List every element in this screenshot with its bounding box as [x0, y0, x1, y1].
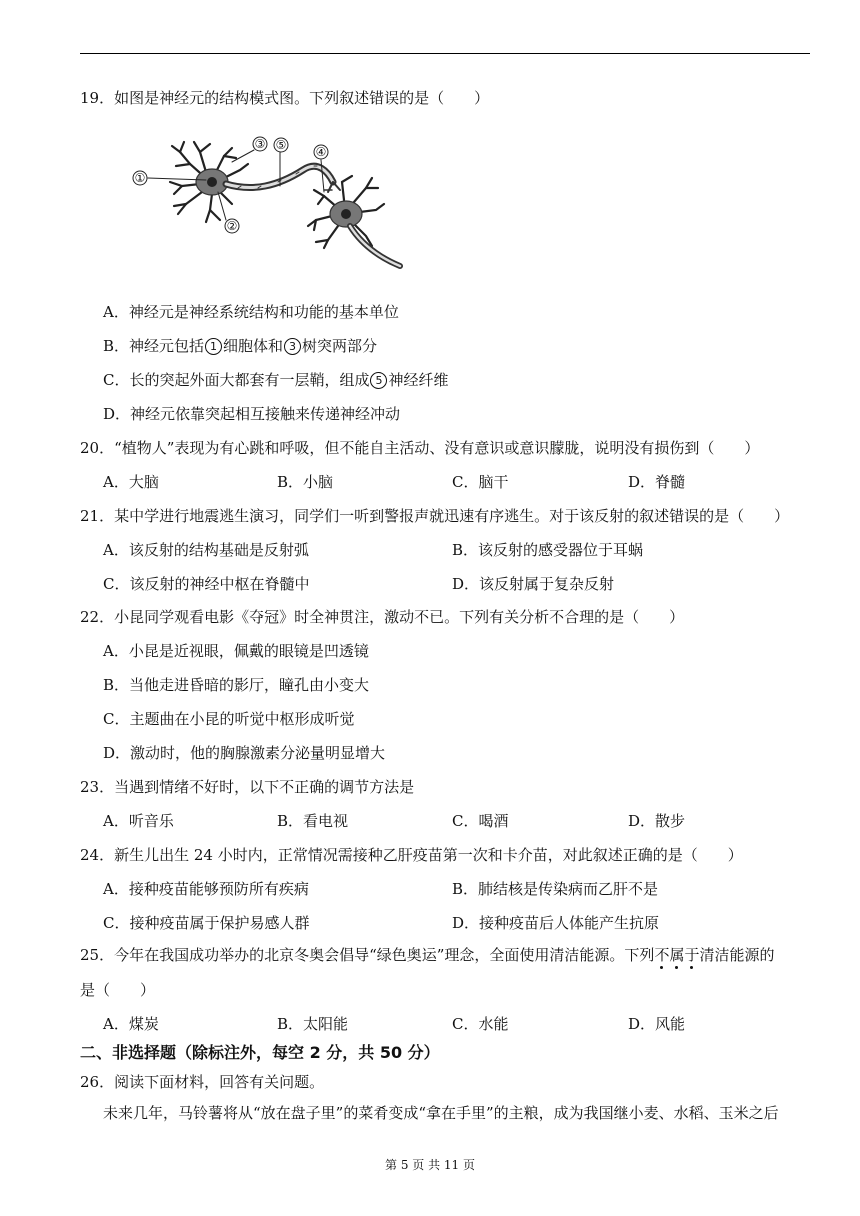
q23-option-c: C．喝酒	[452, 812, 509, 830]
question-24-stem: 24．新生儿出生 24 小时内，正常情况需接种乙肝疫苗第一次和卡介苗，对此叙述正确的是（ ）	[80, 846, 743, 864]
q19-option-b: B．神经元包括 1 细胞体和 3 树突两部分	[103, 337, 378, 355]
figure-label-2: ②	[226, 219, 238, 233]
question-26-paragraph: 未来几年，马铃薯将从“放在盘子里”的菜肴变成“拿在手里”的主粮，成为我国继小麦、水稻、玉米之后	[103, 1104, 779, 1122]
question-26-stem: 26．阅读下面材料，回答有关问题。	[80, 1073, 325, 1091]
q22-option-c: C．主题曲在小昆的听觉中枢形成听觉	[103, 710, 355, 728]
emphasis-char: 不	[654, 946, 670, 964]
q22-option-a: A．小昆是近视眼，佩戴的眼镜是凹透镜	[103, 642, 369, 660]
page-footer: 第 5 页 共 11 页	[385, 1158, 475, 1172]
q21-option-c: C．该反射的神经中枢在脊髓中	[103, 575, 310, 593]
circled-number: 3	[284, 338, 301, 355]
figure-label-4: ④	[315, 145, 327, 159]
question-22-stem: 22．小昆同学观看电影《夺冠》时全神贯注，激动不已。下列有关分析不合理的是（ ）	[80, 608, 685, 626]
q24-option-c: C．接种疫苗属于保护易感人群	[103, 914, 310, 932]
circled-number: 1	[205, 338, 222, 355]
emphasis-char: 属	[669, 946, 685, 964]
q21-option-d: D．该反射属于复杂反射	[452, 575, 615, 593]
q20-option-d: D．脊髓	[628, 473, 686, 491]
q19-option-a: A．神经元是神经系统结构和功能的基本单位	[103, 303, 399, 321]
q22-option-b: B．当他走进昏暗的影厅，瞳孔由小变大	[103, 676, 370, 694]
question-25-stem: 25．今年在我国成功举办的北京冬奥会倡导“绿色奥运”理念，全面使用清洁能源。下列不属于清洁能源的	[80, 946, 775, 964]
q21-option-b: B．该反射的感受器位于耳蜗	[452, 541, 644, 559]
header-rule	[80, 53, 810, 54]
q19-option-d: D．神经元依靠突起相互接触来传递神经冲动	[103, 405, 401, 423]
q23-option-b: B．看电视	[277, 812, 349, 830]
figure-label-5: ⑤	[275, 138, 287, 152]
q25-option-b: B．太阳能	[277, 1015, 349, 1033]
circled-number: 5	[370, 372, 387, 389]
figure-label-1: ①	[134, 171, 146, 185]
emphasis-char: 于	[684, 946, 700, 964]
q25-option-d: D．风能	[628, 1015, 686, 1033]
question-25-stem-line2: 是（ ）	[80, 981, 156, 999]
q19-option-c: C．长的突起外面大都套有一层鞘，组成 5 神经纤维	[103, 371, 449, 389]
q23-option-a: A．听音乐	[103, 812, 174, 830]
q20-option-b: B．小脑	[277, 473, 334, 491]
q24-option-a: A．接种疫苗能够预防所有疾病	[103, 880, 309, 898]
q25-option-c: C．水能	[452, 1015, 509, 1033]
q20-option-c: C．脑干	[452, 473, 509, 491]
question-20-stem: 20．“植物人”表现为有心跳和呼吸，但不能自主活动、没有意识或意识朦胧，说明没有损伤到（ ）	[80, 439, 760, 457]
q25-option-a: A．煤炭	[103, 1015, 159, 1033]
q22-option-d: D．激动时，他的胸腺激素分泌量明显增大	[103, 744, 386, 762]
q21-option-a: A．该反射的结构基础是反射弧	[103, 541, 309, 559]
question-21-stem: 21．某中学进行地震逃生演习，同学们一听到警报声就迅速有序逃生。对于该反射的叙述错误的是（ ）	[80, 507, 790, 525]
question-19-stem: 19．如图是神经元的结构模式图。下列叙述错误的是（ ）	[80, 89, 490, 107]
q24-option-d: D．接种疫苗后人体能产生抗原	[452, 914, 660, 932]
section-2-heading: 二、非选择题（除标注外，每空 2 分，共 50 分）	[80, 1043, 440, 1062]
question-23-stem: 23．当遇到情绪不好时，以下不正确的调节方法是	[80, 778, 415, 796]
q23-option-d: D．散步	[628, 812, 686, 830]
neuron-diagram	[128, 130, 418, 280]
q20-option-a: A．大脑	[103, 473, 159, 491]
q24-option-b: B．肺结核是传染病而乙肝不是	[452, 880, 659, 898]
figure-label-3: ③	[254, 137, 266, 151]
